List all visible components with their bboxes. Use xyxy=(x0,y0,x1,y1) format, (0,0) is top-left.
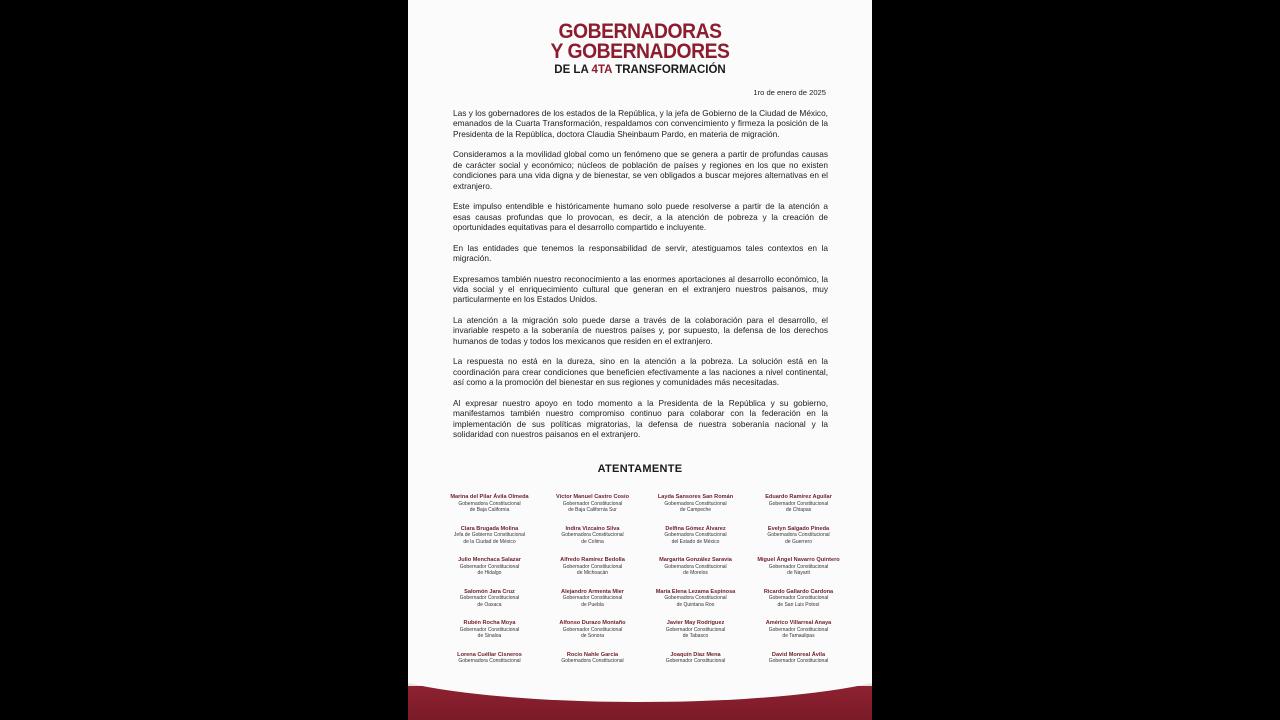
signatory-role: Gobernadora Constitucional xyxy=(561,532,624,539)
signatory-name: Rubén Rocha Moya xyxy=(463,620,516,626)
signatory-role: Gobernador Constitucional xyxy=(562,595,623,602)
signatory-role: Gobernador Constitucional xyxy=(768,500,829,507)
signatory-role: Gobernador Constitucional xyxy=(768,626,829,633)
signatory-state: de Sonora xyxy=(580,633,605,640)
signatory xyxy=(541,494,644,526)
signatory-name: Evelyn Salgado Pineda xyxy=(767,525,830,532)
signatory-name: Clara Brugada Molina xyxy=(460,525,519,532)
signatory-name: Marina del Pilar Ávila Olmeda xyxy=(450,494,529,500)
signatory-name: Rocío Nahle García xyxy=(566,651,619,658)
signatory-role: Gobernadora Constitucional xyxy=(664,532,727,539)
signatory-name: Joaquín Díaz Mena xyxy=(670,651,721,658)
signatory-name: Layda Sansores San Román xyxy=(657,494,734,500)
signatory-name: Lorena Cuéllar Cisneros xyxy=(457,651,522,658)
signatory-role: Gobernadora Constitucional xyxy=(664,500,727,507)
signatory-name: Indira Vizcaíno Silva xyxy=(565,525,620,532)
signatory-role: Gobernadora Constitucional xyxy=(664,563,727,570)
signatory-state: de Campeche xyxy=(679,507,712,514)
signatory-state: de la Ciudad de México xyxy=(463,538,516,545)
signatory-role: Gobernador Constitucional xyxy=(562,626,623,633)
signatory-name: Javier May Rodríguez xyxy=(666,620,725,626)
paragraph: En las entidades que tenemos la responsabilidad de servir, atestiguamos tales contextos en la migración. xyxy=(453,242,828,264)
letterhead-sub-accent: 4TA xyxy=(591,64,612,76)
signatory-name: Salomón Jara Cruz xyxy=(464,588,515,595)
signatory-role: Jefa de Gobierno Constitucional xyxy=(453,532,526,539)
signatory xyxy=(438,494,541,526)
signatory-role: Gobernadora Constitucional xyxy=(767,532,830,539)
signatory-name: Américo Villarreal Anaya xyxy=(765,620,832,626)
signatory xyxy=(438,526,541,558)
signatory-role: Gobernador Constitucional xyxy=(562,500,623,507)
signatory-state: de Nayarit xyxy=(787,570,810,577)
signatory xyxy=(644,620,747,652)
signatory xyxy=(541,557,644,589)
signatories-grid xyxy=(438,494,850,683)
signatory-state: de Morelos xyxy=(683,570,708,577)
signatory xyxy=(644,526,747,558)
signatory-state: de Oaxaca xyxy=(477,601,502,608)
signatory-state: del Estado de México xyxy=(671,538,720,545)
signatory-role: Gobernador Constitucional xyxy=(768,595,829,602)
closing-heading: ATENTAMENTE xyxy=(597,463,683,475)
signatory-role: Gobernador Constitucional xyxy=(665,626,726,633)
signatory xyxy=(644,589,747,621)
letterhead-line-2: Y GOBERNADORES xyxy=(550,40,730,63)
letterhead xyxy=(408,22,872,77)
signatory xyxy=(644,494,747,526)
signatory-name: Julio Menchaca Salazar xyxy=(458,557,521,563)
paragraph: La respuesta no está en la dureza, sino en la atención a la pobreza. La solución está en la coordinación para crear condiciones que beneficien efectivamente a las naciones a nivel continental, así como a la promoción del bienestar en sus regiones y comunidades más necesitadas. xyxy=(453,356,828,388)
paragraph: La atención a la migración solo puede darse a través de la colaboración para el desarrollo, el invariable respeto a la soberanía de nuestros países y, por supuesto, la defensa de los derechos humanos de todas y todos los mexicanos que residen en el extranjero. xyxy=(453,315,828,346)
signatory-name: David Monreal Ávila xyxy=(771,651,826,658)
signatory xyxy=(541,589,644,621)
signatory-name: Eduardo Ramírez Aguilar xyxy=(765,494,832,500)
signatory-role: Gobernador Constitucional xyxy=(768,563,829,570)
signatory xyxy=(438,620,541,652)
signatory-role: Gobernadora Constitucional xyxy=(664,595,727,602)
letterhead-sub-post: TRANSFORMACIÓN xyxy=(612,64,726,76)
signatory-state: de Sinaloa xyxy=(477,633,502,640)
signatory xyxy=(747,620,850,652)
signatory-name: Víctor Manuel Castro Cosío xyxy=(555,494,630,500)
signatory-state: de Puebla xyxy=(581,601,604,608)
signatory-state: de Guerrero xyxy=(785,538,812,545)
signatory-state: de Tamaulipas xyxy=(782,633,815,640)
footer-band xyxy=(408,686,872,720)
signatory xyxy=(541,526,644,558)
signatory xyxy=(747,557,850,589)
signatory xyxy=(747,589,850,621)
signatory-state: de Hidalgo xyxy=(477,570,502,577)
signatory-name: Miguel Ángel Navarro Quintero xyxy=(757,557,840,563)
signatory-name: Delfina Gómez Álvarez xyxy=(665,525,726,532)
paragraph: Las y los gobernadores de los estados de la República, y la jefa de Gobierno de la Ciudad de México, emanados de la Cuarta Transformación, respaldamos con convencimiento y firmeza la posición de la Presidenta de la República, doctora Claudia Sheinbaum Pardo, en materia de migración. xyxy=(453,108,828,139)
signatory-state: de Baja California xyxy=(469,507,510,514)
signatory-name: Alejandro Armenta Mier xyxy=(561,588,624,595)
signatory-state: de Chiapas xyxy=(785,507,812,514)
signatory xyxy=(747,526,850,558)
signatory xyxy=(438,557,541,589)
signatory-state: de Baja California Sur xyxy=(568,507,617,514)
paragraph: Al expresar nuestro apoyo en todo momento a la Presidenta de la República y su gobierno, manifestamos también nuestro compromiso continuo para colaborar con la federación en la implementación de sus políticas migratorias, la defensa de nuestra soberanía nacional y la solidaridad con nuestros paisanos en el extranjero. xyxy=(453,397,828,440)
signatory xyxy=(747,494,850,526)
signatory-name: María Elena Lezama Espinosa xyxy=(655,588,736,595)
signatory-role: Gobernador Constitucional xyxy=(459,626,520,633)
signatory-role: Gobernador Constitucional xyxy=(459,595,520,602)
paragraph: Este impulso entendible e históricamente humano solo puede resolverse a partir de la atención a esas causas profundas que lo provocan, es decir, a la atención de pobreza y la creación de oportunidades equitativas para el desarrollo compartido e incluyente. xyxy=(453,201,828,233)
signatory-state: de San Luis Potosí xyxy=(777,601,820,608)
signatory-name: Alfredo Ramírez Bedolla xyxy=(560,557,625,563)
letterhead-sub-pre: DE LA xyxy=(554,64,592,76)
signatory-role: Gobernadora Constitucional xyxy=(458,500,521,507)
signatory-name: Ricardo Gallardo Cardona xyxy=(763,588,834,595)
letterhead-subtitle xyxy=(408,63,872,77)
document-page xyxy=(408,0,872,720)
signatory-state: de Michoacán xyxy=(576,570,609,577)
signatory-name: Margarita González Saravia xyxy=(659,557,732,563)
paragraph: Expresamos también nuestro reconocimiento a las enormes aportaciones al desarrollo económico, la vida social y el enriquecimiento cultural que generan en el extranjero nuestros paisanos, muy particularmente en los Estados Unidos. xyxy=(453,273,828,305)
signatory-role: Gobernador Constitucional xyxy=(562,563,623,570)
signatory xyxy=(541,620,644,652)
footer-curve xyxy=(408,662,872,702)
signatory-state: de Colima xyxy=(581,538,604,545)
signatory xyxy=(644,557,747,589)
letterhead-line-1: GOBERNADORAS xyxy=(558,20,722,43)
document-date: 1ro de enero de 2025 xyxy=(753,88,826,97)
letter-body xyxy=(453,108,828,450)
signatory-name: Alfonso Durazo Montaño xyxy=(559,620,626,626)
signatory-role: Gobernador Constitucional xyxy=(459,563,520,570)
signatory xyxy=(438,589,541,621)
paragraph: Consideramos a la movilidad global como un fenómeno que se genera a partir de profundas causas de carácter social y económico; núcleos de población de países y regiones en los que no existen condiciones para una vida digna y de bienestar, se ven obligados a buscar mejores alternativas en el extranjero. xyxy=(453,149,828,191)
signatory-state: de Quintana Roo xyxy=(676,601,715,608)
signatory-state: de Tabasco xyxy=(682,633,709,640)
